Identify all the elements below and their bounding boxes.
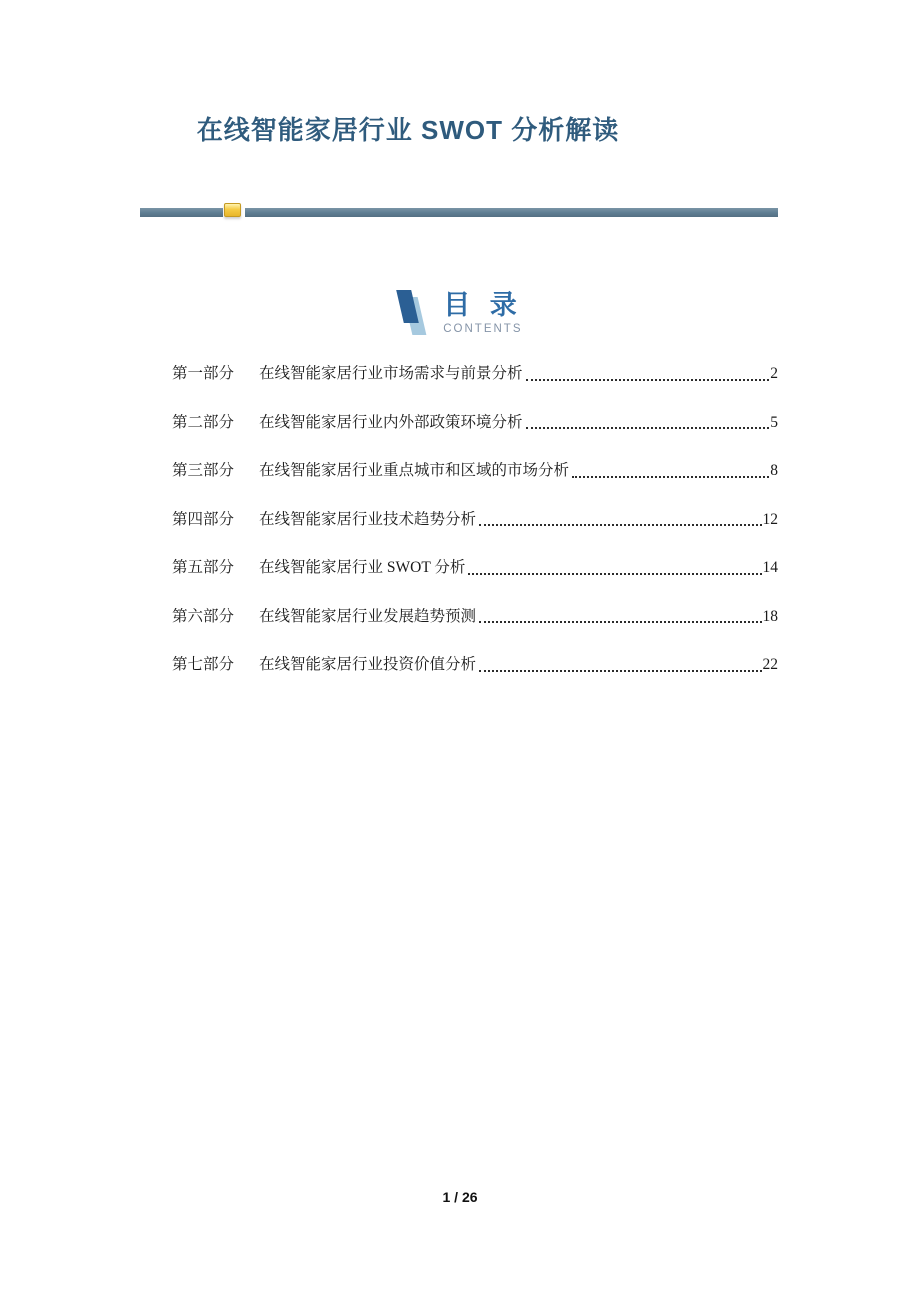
page-footer bbox=[0, 1189, 920, 1205]
toc-entry[interactable] bbox=[172, 463, 778, 480]
slanted-stripes-icon bbox=[395, 290, 431, 342]
gold-square-icon bbox=[224, 203, 241, 217]
toc-entry-title: 在线智能家居行业投资价值分析 bbox=[259, 656, 477, 673]
toc-entry-page: 2 bbox=[770, 365, 778, 382]
toc-entry-label: 第六部分 bbox=[172, 607, 235, 625]
divider-bar-left bbox=[140, 208, 223, 217]
toc-subheading: CONTENTS bbox=[443, 323, 523, 335]
toc-entry-label: 第四部分 bbox=[172, 510, 235, 528]
dot-leader bbox=[479, 621, 761, 623]
dot-leader bbox=[526, 427, 770, 429]
toc-header bbox=[140, 290, 778, 342]
dot-leader bbox=[572, 476, 769, 478]
toc-entry-title: 在线智能家居行业内外部政策环境分析 bbox=[259, 413, 523, 431]
toc-entry-title: 在线智能家居行业技术趋势分析 bbox=[259, 510, 477, 528]
title-divider bbox=[140, 203, 778, 219]
toc-entry-label: 第五部分 bbox=[172, 559, 235, 576]
divider-bar-right bbox=[245, 208, 778, 217]
toc-entry-page: 22 bbox=[762, 656, 778, 673]
toc-entry[interactable] bbox=[172, 560, 778, 577]
toc-entry-page: 8 bbox=[770, 462, 778, 479]
dot-leader bbox=[479, 670, 761, 672]
toc-entry-label: 第七部分 bbox=[172, 656, 235, 673]
toc-entry-label: 第二部分 bbox=[172, 413, 235, 431]
toc-entry-title: 在线智能家居行业市场需求与前景分析 bbox=[259, 365, 523, 382]
toc-entry-title: 在线智能家居行业重点城市和区域的市场分析 bbox=[259, 462, 570, 479]
toc-entry[interactable] bbox=[172, 366, 778, 383]
toc-heading-block bbox=[443, 290, 523, 335]
dot-leader bbox=[468, 573, 761, 575]
toc-list bbox=[172, 366, 778, 674]
dot-leader bbox=[479, 524, 761, 526]
toc-entry-label: 第三部分 bbox=[172, 462, 235, 479]
toc-entry-page: 18 bbox=[762, 607, 778, 625]
toc-entry-page: 12 bbox=[762, 510, 778, 528]
toc-entry[interactable] bbox=[172, 512, 778, 529]
page-title: 在线智能家居行业 SWOT 分析解读 bbox=[196, 115, 620, 145]
page-number: 1 / 26 bbox=[442, 1189, 478, 1205]
toc-entry[interactable] bbox=[172, 415, 778, 432]
toc-entry-label: 第一部分 bbox=[172, 365, 235, 382]
toc-entry-page: 5 bbox=[770, 413, 778, 431]
toc-entry-title: 在线智能家居行业发展趋势预测 bbox=[259, 607, 477, 625]
toc-entry[interactable] bbox=[172, 657, 778, 674]
toc-entry-title: 在线智能家居行业 SWOT 分析 bbox=[259, 559, 466, 576]
toc-entry-page: 14 bbox=[762, 559, 778, 576]
dot-leader bbox=[526, 379, 770, 381]
toc-heading: 目 录 bbox=[443, 290, 523, 320]
toc-entry[interactable] bbox=[172, 609, 778, 626]
